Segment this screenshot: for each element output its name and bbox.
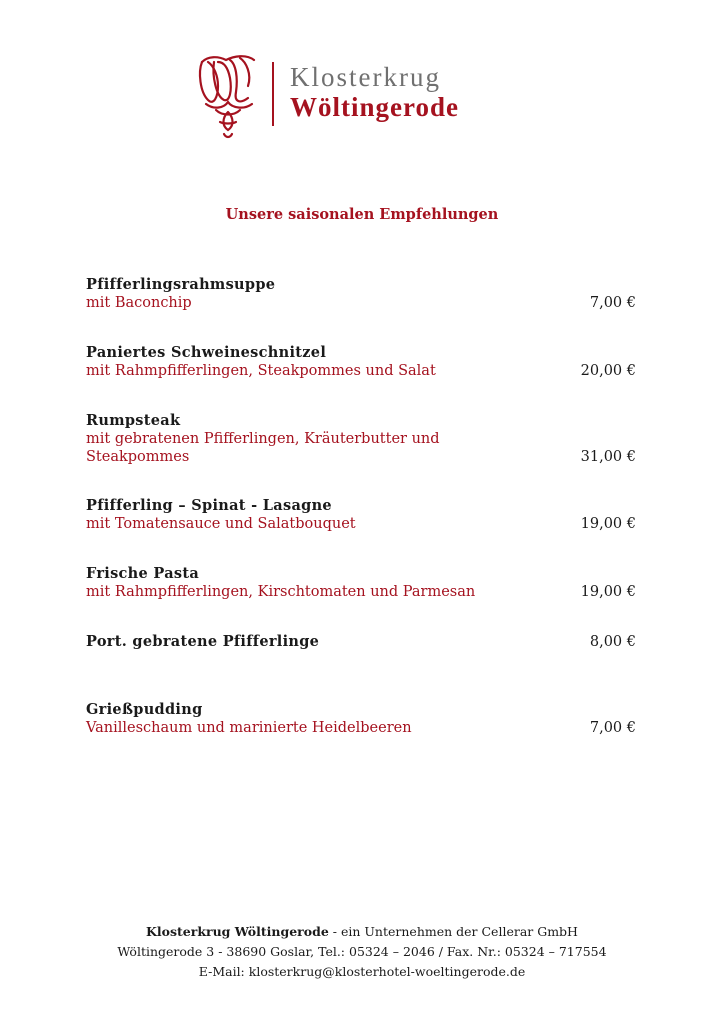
menu-item [86, 565, 636, 601]
item-name: Paniertes Schweineschnitzel [86, 344, 327, 361]
item-price: 31,00 € [580, 449, 636, 465]
menu-item [86, 412, 636, 466]
item-description: mit Rahmpfifferlingen, Steakpommes und Salat [86, 363, 436, 379]
menu-item [86, 276, 636, 312]
item-price: 7,00 € [589, 295, 636, 311]
footer-company-suffix: - ein Unternehmen der Cellerar GmbH [328, 924, 578, 939]
item-description: mit Rahmpfifferlingen, Kirschtomaten und Parmesan [86, 584, 476, 600]
item-name: Port. gebratene Pfifferlinge [86, 633, 320, 650]
item-price: 19,00 € [580, 516, 636, 532]
footer [0, 922, 724, 982]
item-name: Grießpudding [86, 701, 203, 718]
menu-item [86, 497, 636, 533]
logo-name-line2: Wöltingerode [290, 92, 459, 122]
item-description: mit gebratenen Pfifferlingen, Kräuterbutter und Steakpommes [86, 431, 440, 465]
footer-address: Wöltingerode 3 - 38690 Goslar, Tel.: 05324 – 2046 / Fax. Nr.: 05324 – 717554 [117, 944, 607, 959]
footer-company: Klosterkrug Wöltingerode [146, 924, 329, 939]
item-description: mit Baconchip [86, 295, 192, 311]
item-name: Frische Pasta [86, 565, 200, 582]
item-description: Vanilleschaum und marinierte Heidelbeeren [86, 720, 412, 736]
logo-divider [272, 62, 274, 126]
monogram-logo-icon [196, 52, 260, 140]
logo-name-line1: Klosterkrug [290, 62, 441, 92]
footer-company-line [0, 922, 724, 942]
menu-heading: Unsere saisonalen Empfehlungen [225, 206, 499, 223]
item-price: 19,00 € [580, 584, 636, 600]
menu-item [86, 701, 636, 737]
item-description: mit Tomatensauce und Salatbouquet [86, 516, 356, 532]
logo [196, 52, 516, 142]
item-price: 20,00 € [580, 363, 636, 379]
menu-item [86, 344, 636, 380]
footer-email: E-Mail: klosterkrug@klosterhotel-woeltingerode.de [198, 964, 526, 979]
item-name: Rumpsteak [86, 412, 181, 429]
item-price: 8,00 € [589, 634, 636, 650]
menu-item [86, 633, 636, 651]
item-name: Pfifferling – Spinat - Lasagne [86, 497, 332, 514]
item-price: 7,00 € [589, 720, 636, 736]
item-name: Pfifferlingsrahmsuppe [86, 276, 276, 293]
